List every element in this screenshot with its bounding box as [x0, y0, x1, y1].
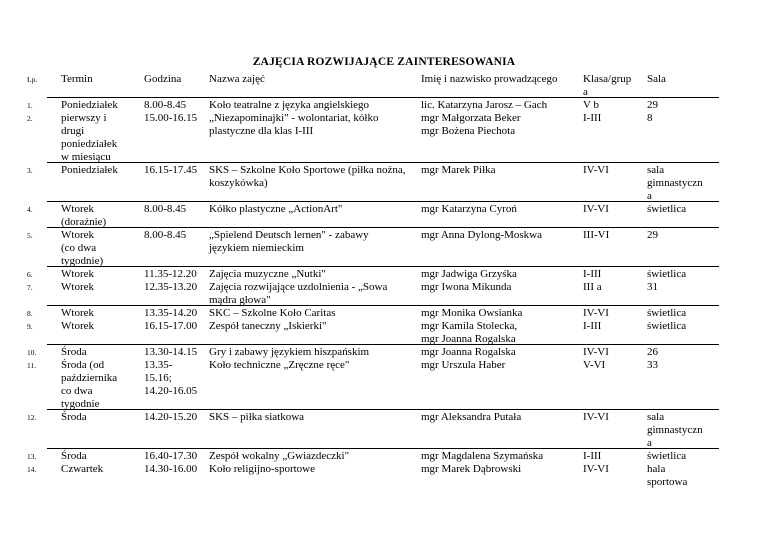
row-number: 8. [27, 309, 33, 318]
cell-klasa: V b I-III [583, 99, 602, 124]
row-number: 10. [27, 348, 37, 357]
row-number: 13. [27, 452, 37, 461]
cell-termin: Środa [61, 411, 87, 423]
cell-klasa: III-VI [583, 229, 610, 241]
row-divider [47, 227, 719, 228]
cell-sala: świetlica 31 [647, 268, 687, 293]
row-divider [47, 201, 719, 202]
row-number: 7. [27, 283, 33, 292]
cell-prowadzacy: mgr Jadwiga Grzyśka mgr Iwona Mikunda [421, 268, 517, 293]
cell-termin: Wtorek (doraźnie) [61, 203, 107, 228]
cell-termin: Środa Środa (od października co dwa tygodnie [61, 346, 118, 410]
cell-nazwa: Koło teatralne z języka angielskiego „Niezapominajki" - wolontariat, kółko plastyczne dla klas I-III [209, 99, 379, 137]
cell-prowadzacy: mgr Marek Piłka [421, 164, 496, 176]
cell-klasa: IV-VI V-VI [583, 346, 609, 371]
cell-prowadzacy: mgr Anna Dylong-Moskwa [421, 229, 542, 241]
cell-sala: sala gimnastyczn a [647, 164, 703, 202]
row-number: 6. [27, 270, 33, 279]
cell-termin: Poniedziałek pierwszy i drugi poniedziałek w miesiącu [61, 99, 118, 163]
cell-sala: 29 [647, 229, 658, 241]
cell-termin: Poniedziałek [61, 164, 118, 176]
header-sala: Sala [647, 73, 666, 85]
header-termin: Termin [61, 73, 93, 85]
row-divider [47, 409, 719, 410]
cell-sala: 26 33 [647, 346, 658, 371]
cell-nazwa: Zespół wokalny „Gwiazdeczki" Koło religijno-sportowe [209, 450, 350, 475]
cell-sala: 29 8 [647, 99, 658, 124]
header-prowadzacy: Imię i nazwisko prowadzącego [421, 73, 558, 85]
cell-godzina: 8.00-8.45 15.00-16.15 [144, 99, 198, 124]
cell-godzina: 16.15-17.45 [144, 164, 198, 176]
cell-termin: Wtorek Wtorek [61, 268, 94, 293]
cell-prowadzacy: mgr Katarzyna Cyroń [421, 203, 517, 215]
row-divider [47, 448, 719, 449]
row-number: 11. [27, 361, 37, 370]
cell-prowadzacy: lic. Katarzyna Jarosz – Gach mgr Małgorzata Beker mgr Bożena Piechota [421, 99, 548, 137]
cell-prowadzacy: mgr Monika Owsianka mgr Kamila Stolecka, mgr Joanna Rogalska [421, 307, 523, 345]
cell-nazwa: SKS – Szkolne Koło Sportowe (piłka nożna, koszykówka) [209, 164, 406, 189]
row-number: 3. [27, 166, 33, 175]
row-divider [47, 266, 719, 267]
cell-nazwa: SKC – Szkolne Koło Caritas Zespół taneczny „Iskierki" [209, 307, 336, 332]
header-godzina: Godzina [144, 73, 182, 85]
header-lp: Lp. [27, 75, 38, 84]
cell-nazwa: Gry i zabawy językiem hiszpańskim Koło techniczne „Zręczne ręce" [209, 346, 370, 371]
row-divider [47, 344, 719, 345]
cell-klasa: I-III IV-VI [583, 450, 609, 475]
cell-prowadzacy: mgr Joanna Rogalska mgr Urszula Haber [421, 346, 516, 371]
cell-godzina: 14.20-15.20 [144, 411, 198, 423]
cell-nazwa: Zajęcia muzyczne „Nutki" Zajęcia rozwijające uzdolnienia - „Sowa mądra głowa" [209, 268, 388, 306]
cell-godzina: 13.30-14.15 13.35- 15.16; 14.20-16.05 [144, 346, 198, 397]
cell-godzina: 8.00-8.45 [144, 229, 187, 241]
row-number: 1. [27, 101, 33, 110]
row-divider [47, 97, 719, 98]
row-divider [47, 162, 719, 163]
row-number: 5. [27, 231, 33, 240]
cell-termin: Wtorek (co dwa tygodnie) [61, 229, 104, 267]
cell-godzina: 8.00-8.45 [144, 203, 187, 215]
cell-klasa: IV-VI I-III [583, 307, 609, 332]
header-klasa: Klasa/grup a [583, 73, 632, 98]
cell-prowadzacy: mgr Magdalena Szymańska mgr Marek Dąbrowski [421, 450, 544, 475]
cell-klasa: IV-VI [583, 164, 609, 176]
cell-termin: Wtorek Wtorek [61, 307, 94, 332]
cell-nazwa: SKS – piłka siatkowa [209, 411, 305, 423]
row-number: 2. [27, 114, 33, 123]
row-number: 14. [27, 465, 37, 474]
cell-nazwa: „Spielend Deutsch lernen" - zabawy językiem niemieckim [209, 229, 369, 254]
cell-klasa: I-III III a [583, 268, 602, 293]
cell-termin: Środa Czwartek [61, 450, 104, 475]
row-number: 4. [27, 205, 33, 214]
cell-prowadzacy: mgr Aleksandra Putała [421, 411, 522, 423]
cell-klasa: IV-VI [583, 411, 609, 423]
header-nazwa: Nazwa zajęć [209, 73, 265, 85]
cell-nazwa: Kółko plastyczne „ActionArt" [209, 203, 343, 215]
cell-godzina: 16.40-17.30 14.30-16.00 [144, 450, 198, 475]
cell-sala: świetlica [647, 203, 687, 215]
cell-sala: świetlica hala sportowa [647, 450, 688, 488]
cell-klasa: IV-VI [583, 203, 609, 215]
cell-godzina: 11.35-12.20 12.35-13.20 [144, 268, 198, 293]
document-title: ZAJĘCIA ROZWIJAJĄCE ZAINTERESOWANIA [252, 56, 516, 68]
cell-sala: świetlica świetlica [647, 307, 687, 332]
row-number: 12. [27, 413, 37, 422]
cell-sala: sala gimnastyczn a [647, 411, 703, 449]
cell-godzina: 13.35-14.20 16.15-17.00 [144, 307, 198, 332]
row-number: 9. [27, 322, 33, 331]
